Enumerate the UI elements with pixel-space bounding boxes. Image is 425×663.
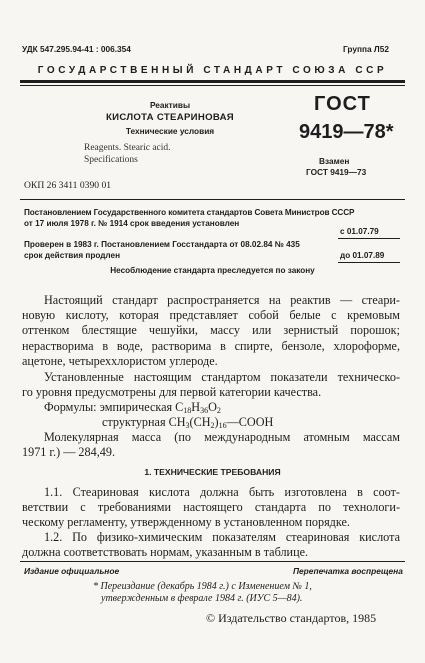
formula-subscript: 2 (216, 406, 221, 415)
section-title: 1. ТЕХНИЧЕСКИЕ ТРЕБОВАНИЯ (144, 467, 281, 477)
p11-line-2: ветствии с требованиями настоящего стандарта по технологи- (22, 500, 400, 515)
udk-code: УДК 547.295.94-41 : 006.354 (22, 44, 131, 54)
formula-part: ) (214, 415, 219, 429)
formula-subscript: 3 (185, 421, 190, 430)
check-date-underline (338, 262, 400, 263)
check-line-2: срок действия продлен (24, 251, 121, 260)
standard-title: ГОСУДАРСТВЕННЫЙ СТАНДАРТ СОЮЗА ССР (37, 65, 388, 76)
formula-subscript: 16 (218, 421, 227, 430)
official-edition: Издание официальное (24, 566, 120, 576)
decree-line-2: от 17 июля 1978 г. № 1914 срок введения установлен (24, 219, 240, 228)
okp-code: ОКП 26 3411 0390 01 (24, 180, 112, 191)
reprint-note-line-1: * Переиздание (декабрь 1984 г.) с Изменением № 1, (93, 581, 312, 592)
product-name: КИСЛОТА СТЕАРИНОВАЯ (105, 112, 235, 123)
scope-line-2: новую кислоту, которая представляет собой белые с кремовым (22, 308, 400, 323)
warning-text: Несоблюдение стандарта преследуется по закону (110, 266, 315, 275)
reprint-note-line-2: утвержденным в феврале 1984 г. (ИУС 5—84). (101, 593, 303, 604)
paragraph-mass (22, 430, 400, 460)
footer-divider (20, 561, 405, 562)
english-title: Reagents. Stearic acid. (84, 143, 171, 153)
formula-subscript: 36 (200, 406, 209, 415)
check-date: до 01.07.89 (340, 251, 385, 260)
header-double-rule-top (20, 80, 405, 83)
copyright: © Издательство стандартов, 1985 (206, 611, 377, 625)
scope-line-3: оттенком блестящие чешуйки, массу или зернистый порошок; (22, 323, 400, 338)
structural-label: структурная CH (102, 415, 186, 429)
mass-line-2: 1971 г.) — 284,49. (22, 445, 115, 460)
section-divider-1 (20, 199, 405, 200)
reprint-prohibited: Перепечатка воспрещена (293, 566, 403, 576)
formula-part: (CH (189, 415, 211, 429)
scope-line-4: нерастворима в воде, растворима в спирте, бензоле, хлороформе, (22, 338, 400, 353)
subtitle: Технические условия (125, 126, 215, 136)
paragraph-quality (22, 370, 400, 400)
p11-line-3: ческому регламенту, утвержденному в установленном порядке. (22, 515, 350, 530)
header-double-rule-bottom (20, 85, 405, 86)
scope-line-5: ацетоне, четыреххлористом углероде. (22, 353, 218, 368)
mass-line-1: Молекулярная масса (по международным атомным массам (44, 430, 400, 444)
formula-part: O (208, 400, 217, 414)
gost-label: ГОСТ (314, 93, 371, 115)
p11-line-1: 1.1. Стеариновая кислота должна быть изготовлена в соот- (44, 485, 400, 499)
formula-subscript: 2 (210, 421, 215, 430)
decree-date: с 01.07.79 (340, 227, 379, 236)
english-subtitle: Specifications (84, 155, 138, 165)
paragraph-1-1 (22, 485, 400, 531)
gost-number: 9419—78* (299, 121, 394, 143)
formulas-label: Формулы: эмпирическая C (44, 400, 184, 414)
replaces-label: Взамен (319, 156, 350, 166)
scope-line-1: Настоящий стандарт распространяется на реактив — стеари- (44, 293, 400, 307)
quality-line-2: го уровня предусмотрены для первой категории качества. (22, 385, 322, 400)
paragraph-scope (22, 293, 400, 369)
check-line-1: Проверен в 1983 г. Постановлением Госстандарта от 08.02.84 № 435 (24, 240, 300, 249)
structural-formula (102, 415, 273, 430)
paragraph-1-2 (22, 530, 400, 560)
decree-line-1: Постановлением Государственного комитета стандартов Совета Министров СССР (24, 208, 355, 217)
replaces-value: ГОСТ 9419—73 (306, 167, 367, 177)
group-code: Группа Л52 (343, 44, 389, 54)
quality-line-1: Установленные настоящим стандартом показатели техническо- (44, 370, 400, 384)
formula-part: H (191, 400, 201, 414)
p12-line-1: 1.2. По физико-химическим показателям стеариновая кислота (44, 530, 400, 544)
empirical-formula (44, 400, 221, 415)
category-label: Реактивы (149, 100, 191, 110)
decree-date-underline (338, 238, 400, 239)
formula-subscript: 18 (183, 406, 192, 415)
formula-part: —COOH (226, 415, 274, 429)
p12-line-2: должна соответствовать нормам, указанным в таблице. (22, 545, 309, 560)
